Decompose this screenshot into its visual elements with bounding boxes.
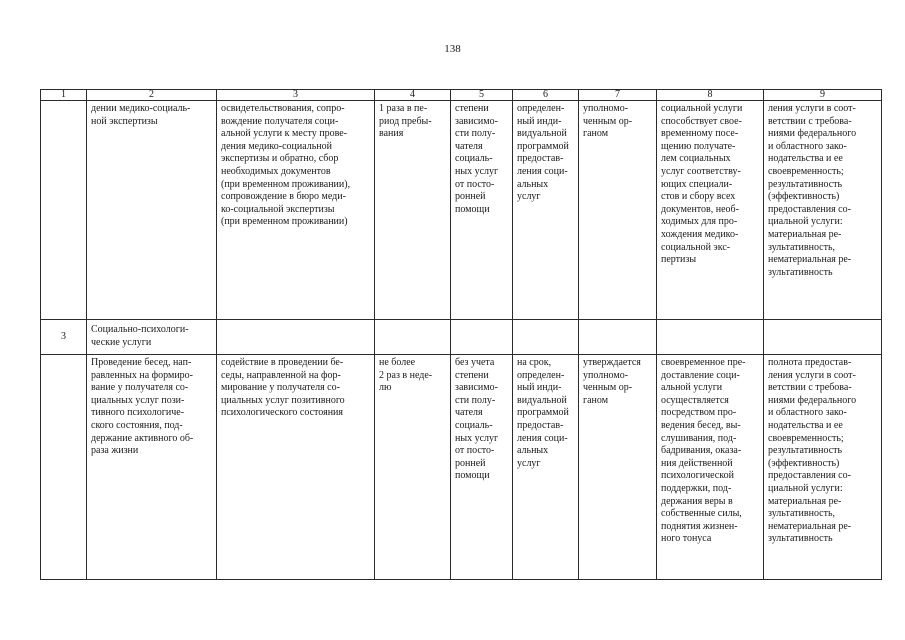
column-number-row (41, 90, 882, 101)
column-number: 6 (513, 90, 579, 101)
row-number-cell (41, 355, 87, 580)
dependency-cell: без учета степени зависимо- сти полу- чателя социаль- ных услуг от посто- ронней помощи (451, 355, 513, 580)
empty-cell (513, 320, 579, 355)
effectiveness-cell: ления услуги в соот- ветствии с требова- ниями федерального и областного зако- нодательства и ее своевременность; результативность (эффективность) предоставления со- циальной услуги: материальная ре- зультативность, нематериальная ре- зультативность (764, 101, 882, 320)
column-number: 7 (579, 90, 657, 101)
empty-cell (764, 320, 882, 355)
service-name-cell: дении медико-социаль- ной экспертизы (87, 101, 217, 320)
column-number: 4 (375, 90, 451, 101)
empty-cell (451, 320, 513, 355)
term-cell: определен- ный инди- видуальной программой предостав- ления соци- альных услуг (513, 101, 579, 320)
empty-cell (657, 320, 764, 355)
section-number-cell: 3 (41, 320, 87, 355)
effectiveness-cell: полнота предостав- ления услуги в соот- ветствии с требова- ниями федерального и областного зако- нодательства и ее своевременность; результативность (эффективность) предоставления со- циальной услуги: материальная ре- зультативность, нематериальная ре- зультативность (764, 355, 882, 580)
column-number: 8 (657, 90, 764, 101)
empty-cell (579, 320, 657, 355)
section-row (41, 320, 882, 355)
quality-cell: социальной услуги способствует свое- временному посе- щению получате- лем социальных услуг соответству- ющих специали- стов и сбору всех документов, необ- ходимых для про- хождения медико- социальной экс- пертизы (657, 101, 764, 320)
column-number: 1 (41, 90, 87, 101)
service-description-cell: содействие в проведении бе- седы, направленной на фор- мирование у получателя со- циальных услуг позитивного психологического состояния (217, 355, 375, 580)
approval-cell: утверждается уполномо- ченным ор- ганом (579, 355, 657, 580)
quality-cell: своевременное пре- доставление соци- альной услуги осуществляется посредством про- ведения бесед, вы- слушивания, под- бадривания, оказа- ния действенной психологической поддержки, под- держания веры в собственные силы, поднятия жизнен- ного тонуса (657, 355, 764, 580)
services-table (40, 89, 882, 580)
service-description-cell: освидетельствования, сопро- вождение получателя соци- альной услуги к месту прове- дения медико-социальной экспертизы и обратно, сбор необходимых документов (при временном проживании), сопровождение в бюро меди- ко-социальной экспертизы (при временном проживании) (217, 101, 375, 320)
section-title-cell: Социально-психологи- ческие услуги (87, 320, 217, 355)
empty-cell (375, 320, 451, 355)
term-cell: на срок, определен- ный инди- видуальной программой предостав- ления соци- альных услуг (513, 355, 579, 580)
column-number: 5 (451, 90, 513, 101)
column-number: 2 (87, 90, 217, 101)
column-number: 3 (217, 90, 375, 101)
service-name-cell: Проведение бесед, нап- равленных на формиро- вание у получателя со- циальных услуг пози- тивного психологиче- ского состояния, под- держание активного об- раза жизни (87, 355, 217, 580)
frequency-cell: не более 2 раз в неде- лю (375, 355, 451, 580)
page-number: 138 (444, 43, 461, 55)
frequency-cell: 1 раза в пе- риод пребы- вания (375, 101, 451, 320)
row-number-cell (41, 101, 87, 320)
empty-cell (217, 320, 375, 355)
approval-cell: уполномо- ченным ор- ганом (579, 101, 657, 320)
table-row (41, 355, 882, 580)
table-row (41, 101, 882, 320)
dependency-cell: степени зависимо- сти полу- чателя социаль- ных услуг от посто- ронней помощи (451, 101, 513, 320)
column-number: 9 (764, 90, 882, 101)
